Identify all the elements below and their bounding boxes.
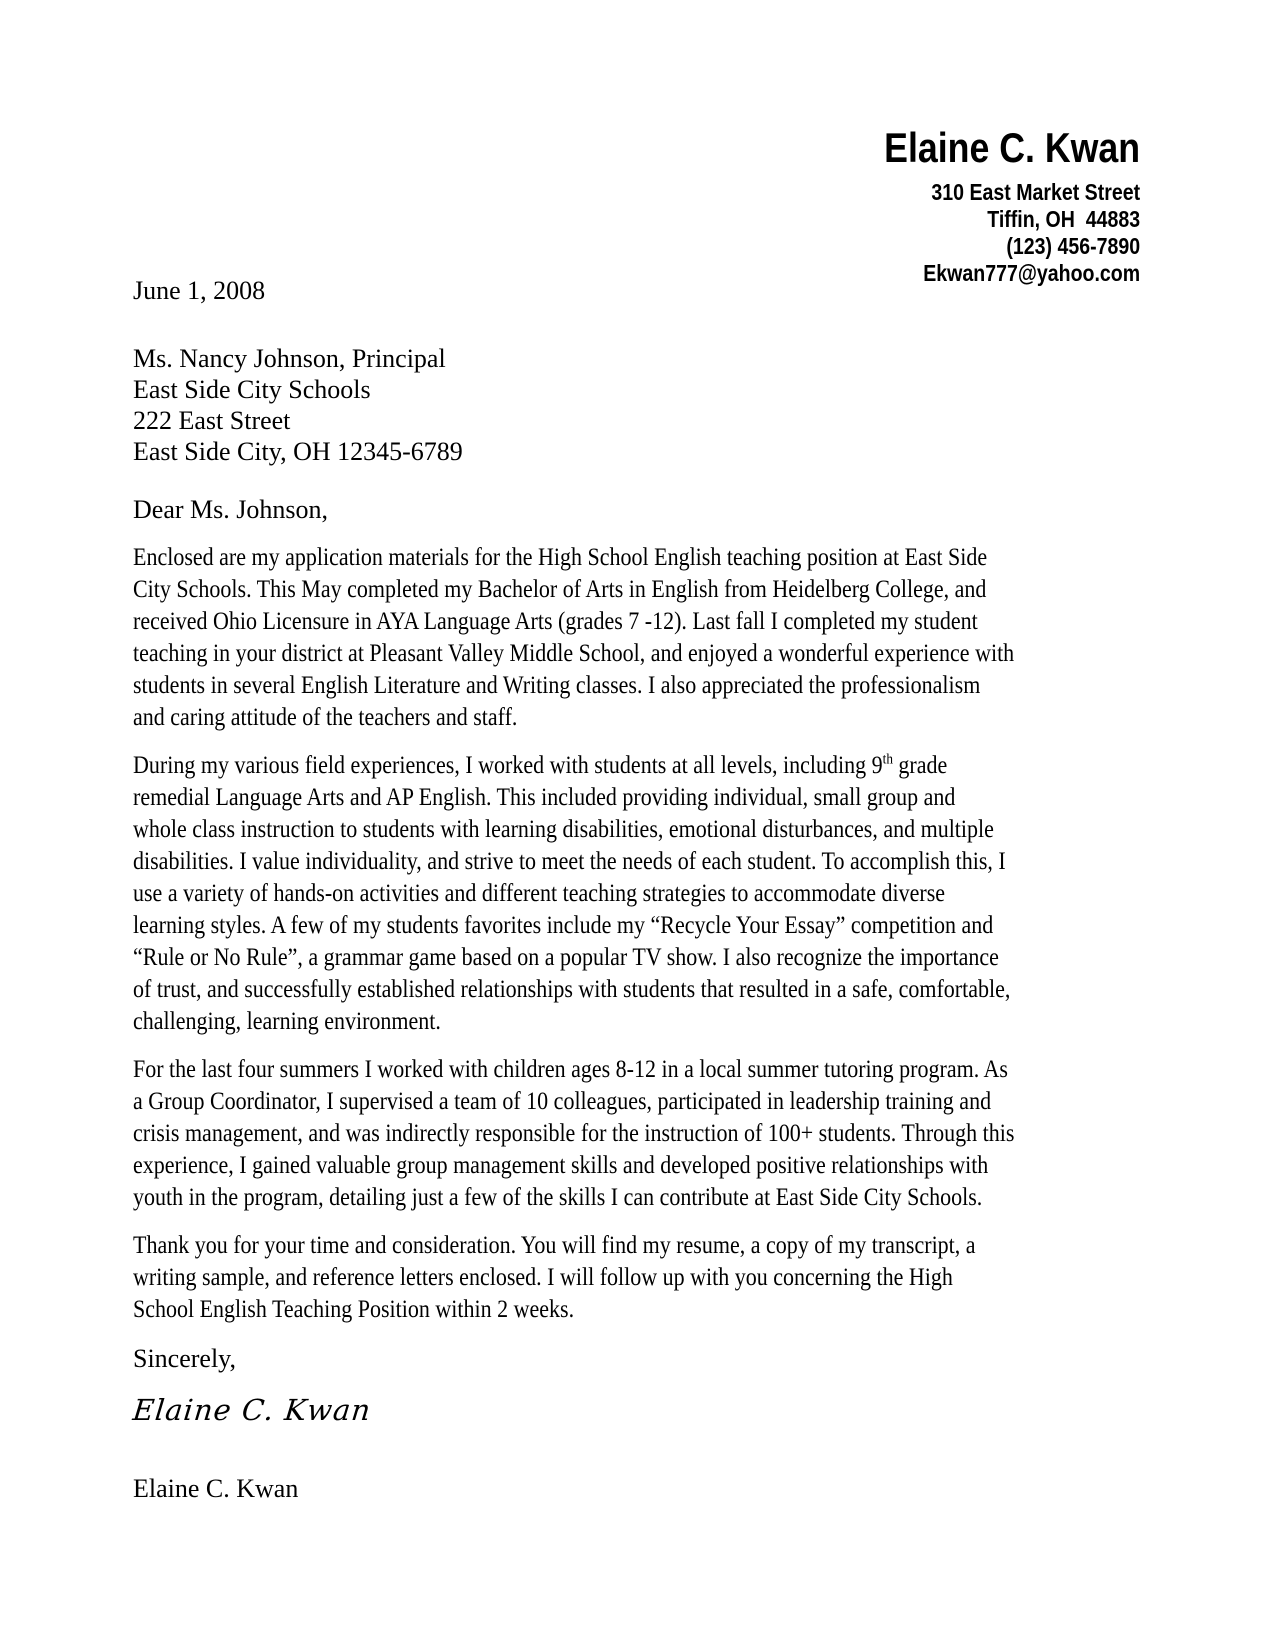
sender-address-line: Tiffin, OH 44883 [987,206,1140,233]
sender-address-line: 310 East Market Street [931,179,1140,206]
closing: Sincerely, [133,1344,236,1373]
letter-line: For the last four summers I worked with children ages 8-12 in a local summer tutoring program. As [133,1056,1008,1083]
paragraph [133,750,1123,1038]
recipient-address-line: East Side City, OH 12345-6789 [133,437,463,466]
letter-date: June 1, 2008 [133,276,266,305]
sender-address-line: Ekwan777@yahoo.com [923,260,1140,287]
letter-line: School English Teaching Position within 2 weeks. [133,1296,575,1323]
letter-line: crisis management, and was indirectly responsible for the instruction of 100+ students. Through this [133,1120,1015,1147]
greeting: Dear Ms. Johnson, [133,495,328,524]
letter-line: Thank you for your time and consideration. You will find my resume, a copy of my transcript, a [133,1232,976,1259]
letter-line: of trust, and successfully established relationships with students that resulted in a safe, comfortable, [133,976,1011,1003]
letter-line: a Group Coordinator, I supervised a team of 10 colleagues, participated in leadership training and [133,1088,992,1115]
letter-line: and caring attitude of the teachers and staff. [133,704,518,731]
recipient-address [133,343,1123,467]
letter-line: challenging, learning environment. [133,1008,441,1035]
paragraph [133,542,1123,734]
letter-line: “Rule or No Rule”, a grammar game based on a popular TV show. I also recognize the importance [133,944,999,971]
recipient-address-line: Ms. Nancy Johnson, Principal [133,344,446,373]
letter-line: youth in the program, detailing just a few of the skills I can contribute at East Side City Schools. [133,1184,983,1211]
letter-line: teaching in your district at Pleasant Valley Middle School, and enjoyed a wonderful experience with [133,640,1015,667]
signature-script: Elaine C. Kwan [131,1393,373,1427]
letter-line: Enclosed are my application materials for the High School English teaching position at East Side [133,544,988,571]
letter-line: received Ohio Licensure in AYA Language Arts (grades 7 -12). Last fall I completed my student [133,608,978,635]
letter-line: disabilities. I value individuality, and strive to meet the needs of each student. To accomplish this, I [133,848,1006,875]
paragraph [133,1230,1123,1326]
letter-line: writing sample, and reference letters enclosed. I will follow up with you concerning the High [133,1264,953,1291]
signed-name: Elaine C. Kwan [133,1474,299,1503]
sender-name: Elaine C. Kwan [884,124,1140,171]
recipient-address-line: 222 East Street [133,406,291,435]
letter-body [133,542,1123,1326]
sender-header [839,126,1140,287]
letter-line: City Schools. This May completed my Bachelor of Arts in English from Heidelberg College, and [133,576,987,603]
paragraph [133,1054,1123,1214]
letter-line: students in several English Literature and Writing classes. I also appreciated the professionalism [133,672,981,699]
letter-line: learning styles. A few of my students favorites include my “Recycle Your Essay” competition and [133,912,994,939]
letter-line: whole class instruction to students with learning disabilities, emotional disturbances, and multiple [133,816,994,843]
sender-address-line: (123) 456-7890 [1006,233,1140,260]
sender-address [839,179,1140,287]
letter-content [133,275,1123,1505]
letter-line: use a variety of hands-on activities and different teaching strategies to accommodate diverse [133,880,946,907]
letter-line: remedial Language Arts and AP English. This included providing individual, small group and [133,784,956,811]
letter-line: During my various field experiences, I worked with students at all levels, including 9th grade [133,751,948,779]
letter-line: experience, I gained valuable group management skills and developed positive relationships with [133,1152,989,1179]
recipient-address-line: East Side City Schools [133,375,371,404]
